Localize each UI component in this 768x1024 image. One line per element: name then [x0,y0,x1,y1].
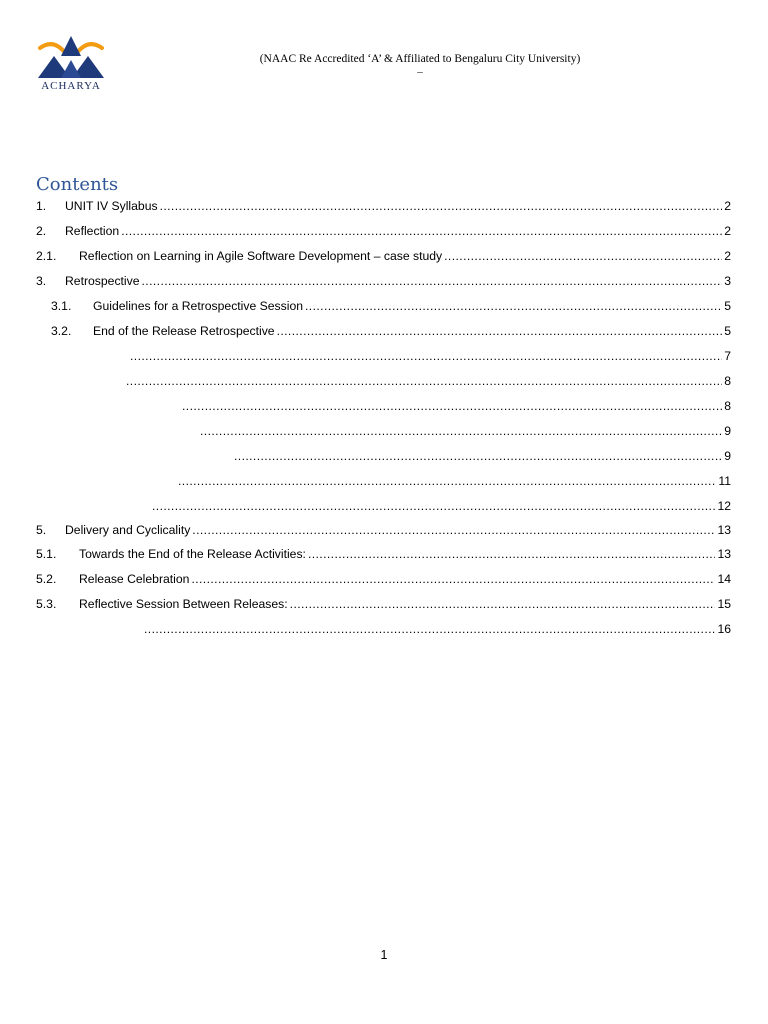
toc-page: 2 [724,224,731,238]
toc-number: 5. [36,523,47,537]
toc-number: 1. [36,199,47,213]
toc-entry-blank[interactable] [182,398,731,414]
toc-entry-end-of-release-retrospective[interactable] [51,323,731,339]
toc-leader [121,223,722,239]
toc-number: 3.2. [51,324,72,338]
toc-page: 13 [717,547,731,561]
contents-heading: Contents [36,174,119,195]
toc-number: 3.1. [51,299,72,313]
toc-number: 5.2. [36,572,57,586]
toc-page: 12 [717,499,731,513]
toc-page: 11 [718,474,731,488]
toc-leader [192,522,715,538]
toc-entry-blank[interactable] [130,348,731,364]
toc-page: 9 [724,424,731,438]
toc-leader [126,373,722,389]
toc-title: UNIT IV Syllabus [65,199,158,213]
toc-page: 13 [717,523,731,537]
toc-leader [142,273,723,289]
toc-page: 5 [724,299,731,313]
page-number: 1 [380,948,388,962]
toc-number: 2.1. [36,249,57,263]
toc-entry-blank[interactable] [234,448,731,464]
toc-page: 2 [724,199,731,213]
toc-entry-reflection[interactable] [36,223,731,239]
toc-title: Guidelines for a Retrospective Session [93,299,304,313]
toc-leader [234,448,722,464]
toc-leader [191,571,715,587]
toc-leader [277,323,723,339]
toc-page: 2 [724,249,731,263]
toc-leader [182,398,722,414]
toc-page: 8 [724,399,731,413]
toc-title: Towards the End of the Release Activities: [79,547,306,561]
toc-entry-retrospective[interactable] [36,273,731,289]
toc-entry-reflective-session[interactable] [36,596,731,612]
toc-leader [290,596,716,612]
toc-page: 8 [724,374,731,388]
header-dash: – [417,66,423,78]
logo-text: ACHARYA [41,80,101,92]
toc-page: 5 [724,324,731,338]
toc-leader [160,198,723,214]
toc-entry-unit-iv-syllabus[interactable] [36,198,731,214]
toc-number: 5.1. [36,547,57,561]
toc-entry-blank[interactable] [200,423,731,439]
toc-number: 3. [36,274,47,288]
toc-page: 14 [717,572,731,586]
toc-leader [152,498,715,514]
toc-entry-reflection-case-study[interactable] [36,248,731,264]
toc-page: 7 [724,349,731,363]
accreditation-line: (NAAC Re Accredited ‘A’ & Affiliated to Bengaluru City University) [259,53,581,65]
toc-entry-blank[interactable] [144,621,731,637]
toc-title: Reflective Session Between Releases: [79,597,288,611]
toc-page: 3 [724,274,731,288]
toc-entry-blank[interactable] [126,373,731,389]
toc-entry-delivery-cyclicality[interactable] [36,522,731,538]
toc-leader [144,621,715,637]
toc-page: 16 [717,622,731,636]
toc-title: End of the Release Retrospective [93,324,275,338]
toc-page: 15 [717,597,731,611]
toc-entry-blank[interactable] [152,498,731,514]
toc-entry-release-celebration[interactable] [36,571,731,587]
toc-title: Release Celebration [79,572,190,586]
toc-title: Delivery and Cyclicality [65,523,191,537]
toc-number: 2. [36,224,47,238]
toc-entry-guidelines[interactable] [51,298,731,314]
toc-title: Retrospective [65,274,140,288]
toc-number: 5.3. [36,597,57,611]
toc-title: Reflection on Learning in Agile Software Development – case study [79,249,443,263]
toc-leader [305,298,722,314]
toc-title: Reflection [65,224,120,238]
toc-entry-end-of-release-activities[interactable] [36,546,731,562]
toc-leader [308,546,715,562]
toc-leader [444,248,722,264]
toc-leader [200,423,722,439]
toc-leader [130,348,722,364]
toc-entry-blank[interactable] [178,473,731,489]
toc-page: 9 [724,449,731,463]
toc-leader [178,473,716,489]
